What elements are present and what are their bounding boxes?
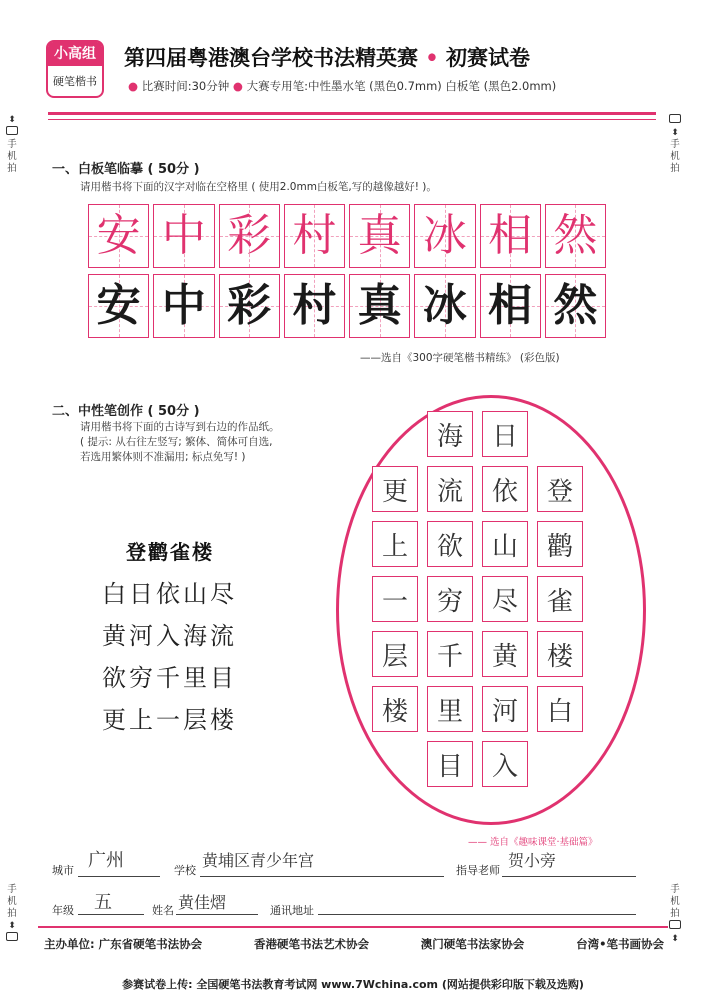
paper-type: 初赛试卷 <box>446 45 531 70</box>
work-char-cell: 白 <box>537 686 583 732</box>
section1-instruction: 请用楷书将下面的汉字对临在空格里 ( 使用2.0mm白板笔,写的越像越好! )。 <box>80 181 437 193</box>
arrow-icon: ⬍ <box>671 128 679 138</box>
work-char-cell: 里 <box>427 686 473 732</box>
organizer-list <box>44 936 664 952</box>
teacher-underline <box>502 876 636 877</box>
bullet-icon: ● <box>232 79 243 93</box>
header-divider-thin <box>48 119 656 120</box>
model-char-cell <box>284 204 345 268</box>
model-char-cell <box>480 204 541 268</box>
side-mark-text: 手机拍 <box>670 139 680 174</box>
side-mark-text: 手机拍 <box>7 884 17 919</box>
section2-instruction: ( 提示: 从右往左竖写; 繁体、简体可自选, <box>80 436 273 448</box>
camera-icon <box>669 920 681 929</box>
camera-icon <box>6 932 18 941</box>
side-mark-text: 手机拍 <box>670 884 680 919</box>
work-char-cell: 山 <box>482 521 528 567</box>
side-mark-bottom-right <box>668 884 682 945</box>
work-char-cell: 千 <box>427 631 473 677</box>
written-char: 真 <box>357 280 402 331</box>
work-char-cell: 更 <box>372 466 418 512</box>
written-char-cell <box>414 274 475 338</box>
grade-label: 年级 <box>52 904 74 917</box>
exam-time: 比赛时间:30分钟 <box>141 79 230 93</box>
name-value[interactable]: 黄佳熠 <box>178 893 227 912</box>
written-char-cell <box>153 274 214 338</box>
poem-line: 黄河入海流 <box>102 622 237 650</box>
written-char: 相 <box>488 280 533 331</box>
work-char-cell: 欲 <box>427 521 473 567</box>
model-char-cell <box>219 204 280 268</box>
section2-instruction: 若选用繁体则不准漏用; 标点免写! ) <box>80 451 246 463</box>
work-char-cell: 穷 <box>427 576 473 622</box>
model-char: 安 <box>96 210 141 261</box>
name-underline <box>176 914 258 915</box>
model-char: 村 <box>292 210 337 261</box>
side-mark-top-left <box>5 114 19 175</box>
work-char-cell: 依 <box>482 466 528 512</box>
work-char-cell: 日 <box>482 411 528 457</box>
arrow-icon: ⬍ <box>671 934 679 944</box>
grade-underline <box>78 914 144 915</box>
model-char-cell <box>153 204 214 268</box>
work-char-cell: 楼 <box>537 631 583 677</box>
section1-heading: 一、白板笔临摹 ( 50分 ) <box>52 162 200 177</box>
written-char: 彩 <box>227 280 272 331</box>
work-char-cell: 一 <box>372 576 418 622</box>
work-char-cell: 楼 <box>372 686 418 732</box>
model-char-cell <box>545 204 606 268</box>
arrow-icon: ⬍ <box>8 115 16 125</box>
model-char-row <box>88 204 606 268</box>
model-char: 相 <box>488 210 533 261</box>
model-char-cell <box>349 204 410 268</box>
work-char-cell: 流 <box>427 466 473 512</box>
written-char-cell <box>480 274 541 338</box>
arrow-icon: ⬍ <box>8 921 16 931</box>
page-title <box>124 42 530 72</box>
work-char-cell: 层 <box>372 631 418 677</box>
written-char-cell <box>284 274 345 338</box>
school-underline <box>200 876 444 877</box>
school-label: 学校 <box>174 864 196 877</box>
organizer-label <box>44 936 202 952</box>
model-char: 然 <box>553 210 598 261</box>
city-underline <box>78 876 160 877</box>
organizer-item: 广东省硬笔书法协会 <box>98 937 203 951</box>
grade-value[interactable]: 五 <box>94 892 112 913</box>
work-char-cell: 尽 <box>482 576 528 622</box>
poem-line: 更上一层楼 <box>102 706 237 734</box>
model-char: 真 <box>357 210 402 261</box>
written-char-cell <box>219 274 280 338</box>
organizer-item: 台湾•笔书画协会 <box>576 937 664 951</box>
written-char-cell <box>545 274 606 338</box>
address-label: 通讯地址 <box>270 904 314 917</box>
section2-instruction: 请用楷书将下面的古诗写到右边的作品纸。 <box>80 421 280 433</box>
written-char: 冰 <box>422 280 467 331</box>
badge-group-label: 小高组 <box>48 42 102 66</box>
model-char: 中 <box>161 210 206 261</box>
model-char: 冰 <box>422 210 467 261</box>
camera-icon <box>669 114 681 123</box>
bullet-icon: ● <box>128 79 139 93</box>
exam-info <box>128 78 556 94</box>
organizer-item: 香港硬笔书法艺术协会 <box>253 937 369 951</box>
section1-source: ——选自《300字硬笔楷书精练》 (彩色版) <box>360 352 560 364</box>
camera-icon <box>6 126 18 135</box>
badge-style-label: 硬笔楷书 <box>53 75 97 88</box>
title-dot: • <box>418 45 447 70</box>
city-value[interactable]: 广州 <box>88 850 124 871</box>
side-mark-bottom-left <box>5 884 19 945</box>
written-char-cell <box>88 274 149 338</box>
written-char: 然 <box>553 280 598 331</box>
header-divider <box>48 112 656 115</box>
footer-divider <box>38 926 668 928</box>
section2-source: —— 选自《趣味课堂·基础篇》 <box>468 837 598 848</box>
work-char-cell: 雀 <box>537 576 583 622</box>
written-char: 安 <box>96 280 141 331</box>
work-char-cell: 鹳 <box>537 521 583 567</box>
side-mark-top-right <box>668 114 682 175</box>
work-char-cell: 海 <box>427 411 473 457</box>
name-label: 姓名 <box>152 904 174 917</box>
work-char-cell: 目 <box>427 741 473 787</box>
model-char: 彩 <box>227 210 272 261</box>
work-char-cell: 登 <box>537 466 583 512</box>
written-char: 村 <box>292 280 337 331</box>
model-char-cell <box>414 204 475 268</box>
organizer-item: 澳门硬笔书法家协会 <box>420 937 525 951</box>
school-value[interactable]: 黄埔区青少年宫 <box>202 851 315 870</box>
poem-line: 白日依山尽 <box>102 580 237 608</box>
pen-requirement: 大赛专用笔:中性墨水笔 (黑色0.7mm) 白板笔 (黑色2.0mm) <box>246 79 557 93</box>
written-char-cell <box>349 274 410 338</box>
poem-line: 欲穷千里目 <box>102 664 237 692</box>
work-char-cell: 入 <box>482 741 528 787</box>
poem-title: 登鹳雀楼 <box>126 540 214 564</box>
section2-heading: 二、中性笔创作 ( 50分 ) <box>52 404 200 419</box>
work-char-cell: 黄 <box>482 631 528 677</box>
work-char-cell: 河 <box>482 686 528 732</box>
host-label: 主办单位: <box>44 937 95 951</box>
work-char-cell: 上 <box>372 521 418 567</box>
teacher-value[interactable]: 贺小旁 <box>508 851 557 870</box>
city-label: 城市 <box>52 864 74 877</box>
upload-info: 参赛试卷上传: 全国硬笔书法教育考试网 www.7Wchina.com (网站提供彩印版下载及选购) <box>122 978 584 991</box>
written-char: 中 <box>161 280 206 331</box>
model-char-cell <box>88 204 149 268</box>
side-mark-text: 手机拍 <box>7 139 17 174</box>
written-char-row <box>88 274 606 338</box>
competition-title: 第四届粤港澳台学校书法精英赛 <box>124 45 418 70</box>
address-underline <box>318 914 636 915</box>
teacher-label: 指导老师 <box>456 864 500 877</box>
